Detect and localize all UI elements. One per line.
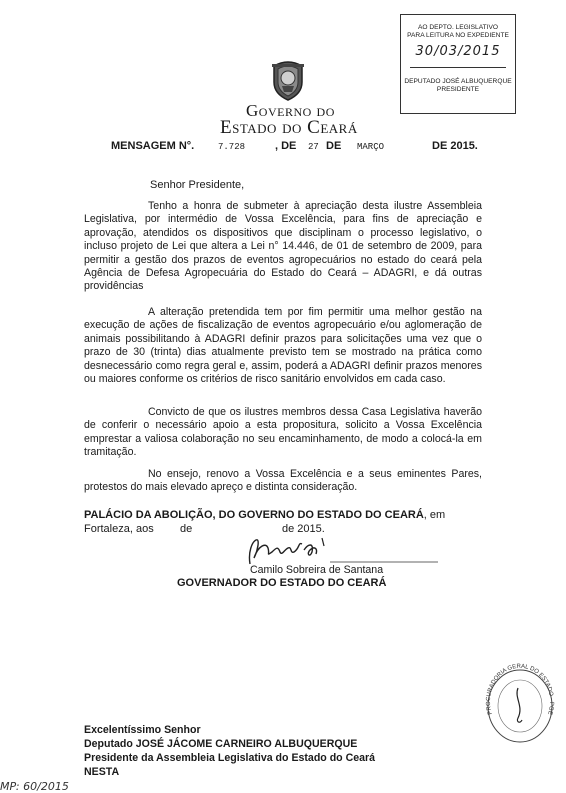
pge-seal xyxy=(484,662,556,744)
stamp-divider xyxy=(410,67,506,68)
mensagem-month: MARÇO xyxy=(357,142,385,152)
signer-name: Camilo Sobreira de Santana xyxy=(250,564,384,576)
palace-year: de 2015. xyxy=(282,523,325,535)
header-line-1: Governo do xyxy=(246,101,335,120)
stamp-role: PRESIDENTE xyxy=(436,86,480,93)
addressee-line-4: NESTA xyxy=(84,766,120,778)
stamp-line-1: AO DEPTO. LEGISLATIVO xyxy=(417,24,498,31)
stamp-name: DEPUTADO JOSÉ ALBUQUERQUE xyxy=(404,78,512,85)
mensagem-day: 27 xyxy=(308,142,319,152)
addressee-line-3: Presidente da Assembleia Legislativa do Estado do Ceará xyxy=(84,752,376,764)
reception-stamp xyxy=(400,14,516,114)
palace-em: , em xyxy=(423,509,446,521)
stamp-line-2: PARA LEITURA NO EXPEDIENTE xyxy=(407,32,509,39)
body-paragraph-2: A alteração pretendida tem por fim permitir uma melhor gestão na execução de ações de fiscalização de eventos agropecuário e/ou aglomeração de animais possibilitando à ADAGRI definir prazos para solicitações uma vez que o prazo de 30 (trinta) dias atualmente previsto tem se mostrado na prática como desnecessário como regra geral e, assim, poderá a ADAGRI definir prazos menores ou maiores conforme os critérios de risco sanitário envolvidos em cada caso. xyxy=(84,306,482,386)
body-paragraph-3: Convicto de que os ilustres membros dessa Casa Legislativa haverão de conferir o necessário apoio a esta propositura, solicito a Vossa Excelência emprestar a valiosa colaboração no seu encaminhamento, de modo a colocá-la em tramitação. xyxy=(84,406,482,459)
body-paragraph-1: Tenho a honra de submeter à apreciação desta ilustre Assembleia Legislativa, por intermédio de Vossa Excelência, para fins de apreciação e aprovação, atendidos os dispositivos que disciplinam o processo legislativo, o incluso projeto de Lei que altera a Lei n° 14.446, de 01 de setembro de 2009, para permitir a gestão dos prazos de eventos agropecuários no estado do ceará pela Agência de Defesa Agropecuária do Estado do Ceará – ADAGRI, e dá outras providências xyxy=(84,200,482,293)
palace-name: PALÁCIO DA ABOLIÇÃO, DO GOVERNO DO ESTADO DO CEARÁ xyxy=(84,509,424,521)
mensagem-number: 7.728 xyxy=(218,142,246,152)
body-paragraph-4: No ensejo, renovo a Vossa Excelência e a seus eminentes Pares, protestos do mais elevado apreço e distinta consideração. xyxy=(84,468,482,494)
palace-line xyxy=(84,509,494,521)
addressee-line-1: Excelentíssimo Senhor xyxy=(84,724,201,736)
mensagem-label: MENSAGEM N°. xyxy=(111,140,195,152)
stamp-date: 30/03/2015 xyxy=(415,44,501,59)
salutation: Senhor Presidente, xyxy=(150,179,245,191)
palace-de: de xyxy=(180,523,193,535)
addressee-line-2: Deputado JOSÉ JÁCOME CARNEIRO ALBUQUERQUE xyxy=(84,738,358,750)
signer-title: GOVERNADOR DO ESTADO DO CEARÁ xyxy=(177,577,387,589)
seal-text: PROCURADORIA GERAL DO ESTADO · PGE xyxy=(485,663,555,716)
mensagem-de-2: DE xyxy=(326,140,342,152)
coat-of-arms-icon xyxy=(268,58,308,102)
header-line-2: Estado do Ceará xyxy=(220,117,358,138)
palace-city: Fortaleza, aos xyxy=(84,523,154,535)
mensagem-year: DE 2015. xyxy=(432,140,478,152)
mensagem-de-1: , DE xyxy=(275,140,297,152)
footer-handwritten-note: MP: 60/2015 xyxy=(0,780,69,793)
